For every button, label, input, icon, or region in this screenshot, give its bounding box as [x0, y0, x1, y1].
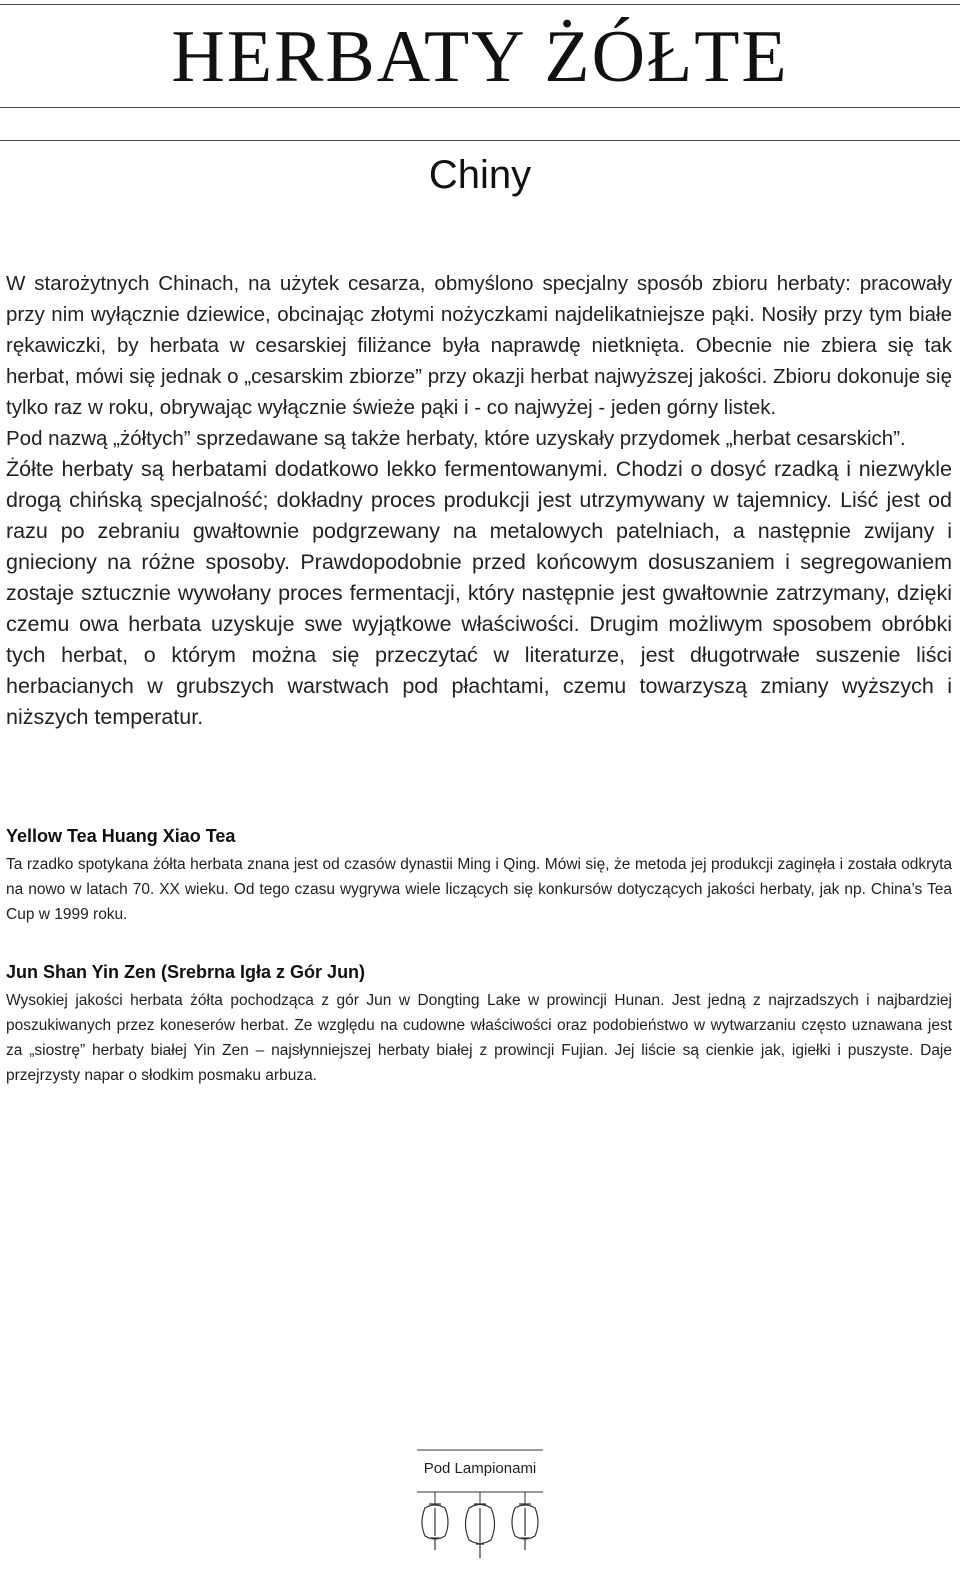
tea-name: Jun Shan Yin Zen (Srebrna Igła z Gór Jun) [6, 962, 366, 982]
intro-paragraph-2: Pod nazwą „żółtych” sprzedawane są także herbaty, które uzyskały przydomek „herbat cesarskich”. [6, 427, 906, 450]
title-rule-lower [0, 140, 960, 141]
intro-text [6, 268, 952, 733]
page-subtitle: Chiny [428, 153, 532, 197]
top-rule [0, 4, 960, 5]
intro-paragraph-3: Żółte herbaty są herbatami dodatkowo lekko fermentowanymi. Chodzi o dosyć rzadką i niezwykle drogą chińską specjalność; dokładny proces produkcji jest utrzymywany w tajemnicy. Liść jest od razu po zebraniu gwałtownie podgrzewany na metalowych patelniach, a następnie zwijany i gnieciony na różne sposoby. Prawdopodobnie przed końcowym dosuszaniem i segregowaniem zostaje sztucznie wywołany proces fermentacji, który następnie jest gwałtownie zatrzymany, dzięki czemu owa herbata uzyskuje swe wyjątkowe właściwości. Drugim możliwym sposobem obróbki tych herbat, o którym można się przeczytać w literaturze, jest długotrwałe suszenie liści herbacianych w grubszych warstwach pod płachtami, czemu towarzyszą zmiany wyższych i niższych temperatur. [6, 457, 952, 729]
tea-name: Yellow Tea Huang Xiao Tea [6, 826, 236, 846]
page-title: HERBATY ŻÓŁTE [171, 16, 789, 98]
tea-description: Wysokiej jakości herbata żółta pochodząca z gór Jun w Dongting Lake w prowincji Hunan. Jest jedną z najrzadszych i najbardziej poszukiwanych przez koneserów herbat. Ze względu na cudowne właściwości oraz podobieństwo w wytwarzaniu często uznawana jest za „siostrę” herbaty białej Yin Zen – najsłynniejszej herbaty białej z prowincji Fujian. Jej liście są cienkie jak, igiełki i puszyste. Daje przejrzysty napar o słodkim posmaku arbuza. [6, 992, 952, 1084]
pod-lampionami-logo [395, 1440, 565, 1581]
tea-description: Ta rzadko spotykana żółta herbata znana jest od czasów dynastii Ming i Qing. Mówi się, że metoda jej produkcji zaginęła i została odkryta na nowo w latach 70. XX wieku. Od tego czasu wygrywa wiele liczących się konkursów dotyczących jakości herbaty, jak np. China’s Tea Cup w 1999 roku. [6, 856, 952, 923]
tea-section-huang-xiao [6, 824, 952, 927]
tea-section-jun-shan [6, 960, 952, 1088]
title-rule-upper [0, 107, 960, 108]
logo-text: Pod Lampionami [423, 1460, 537, 1477]
intro-paragraph-1: W starożytnych Chinach, na użytek cesarza, obmyślono specjalny sposób zbioru herbaty: pracowały przy nim wyłącznie dziewice, obcinając złotymi nożyczkami najdelikatniejsze pąki. Nosiły przy tym białe rękawiczki, by herbata w cesarskiej filiżance była naprawdę nietknięta. Obecnie nie zbiera się tak herbat, mówi się jednak o „cesarskim zbiorze” przy okazji herbat najwyższej jakości. Zbioru dokonuje się tylko raz w roku, obrywając wyłącznie świeże pąki i - co najwyżej - jeden górny listek. [6, 272, 952, 419]
